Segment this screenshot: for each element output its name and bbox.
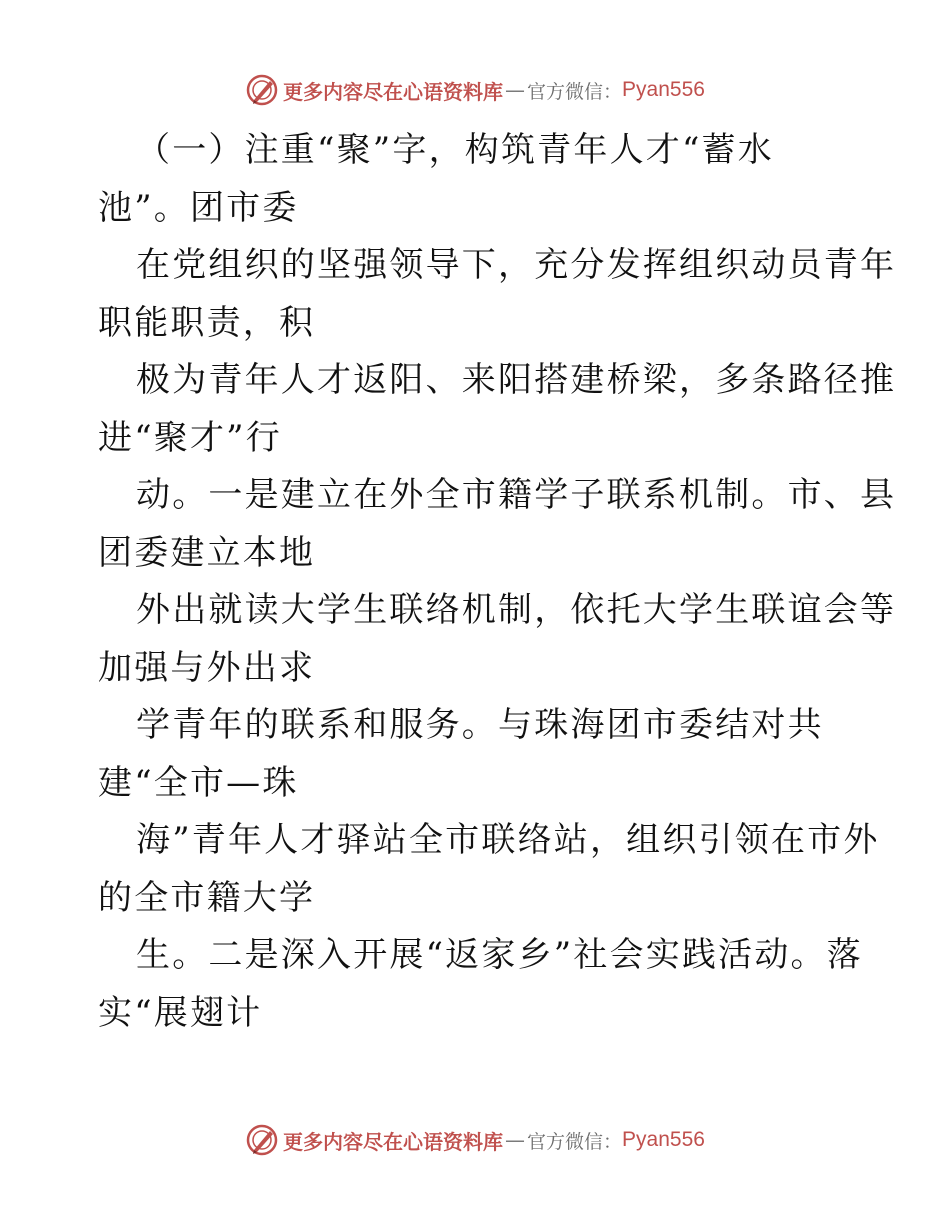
- text-line: 加强与外出求: [98, 647, 316, 688]
- header-watermark: [0, 70, 950, 110]
- text-line: 实“展翅计: [98, 992, 263, 1033]
- watermark-text: 更多内容尽在心语资料库: [283, 1129, 504, 1154]
- watermark-separator: —: [505, 1128, 526, 1152]
- pen-logo-icon: [245, 73, 279, 107]
- watermark-account: Pyan556: [622, 78, 705, 101]
- text-line: 海”青年人才驿站全市联络站，组织引领在市外: [136, 820, 880, 860]
- text-line: 团委建立本地: [98, 532, 316, 573]
- text-line: 生。二是深入开展“返家乡”社会实践活动。落: [136, 935, 863, 975]
- watermark-label: 官方微信：: [527, 80, 623, 103]
- watermark-label: 官方微信：: [527, 1130, 623, 1153]
- text-line: 职能职责，积: [98, 302, 316, 343]
- text-line: 池”。团市委: [98, 187, 299, 228]
- text-line: 极为青年人才返阳、来阳搭建桥梁，多条路径推: [136, 360, 897, 400]
- text-line: 在党组织的坚强领导下，充分发挥组织动员青年: [136, 245, 897, 285]
- document-body: [98, 122, 897, 1042]
- watermark-account: Pyan556: [622, 1128, 705, 1151]
- watermark-text: 更多内容尽在心语资料库: [283, 79, 504, 104]
- text-line: 的全市籍大学: [98, 877, 316, 918]
- pen-logo-icon: [245, 1123, 279, 1157]
- text-line: 学青年的联系和服务。与珠海团市委结对共: [136, 705, 824, 745]
- watermark-separator: —: [505, 78, 526, 102]
- text-line: （一）注重“聚”字，构筑青年人才“蓄水: [136, 130, 774, 170]
- footer-watermark: [0, 1120, 950, 1160]
- text-line: 外出就读大学生联络机制，依托大学生联谊会等: [136, 590, 897, 630]
- text-line: 进“聚才”行: [98, 417, 282, 458]
- text-line: 动。一是建立在外全市籍学子联系机制。市、县: [136, 475, 897, 515]
- text-line: 建“全市—珠: [98, 762, 299, 803]
